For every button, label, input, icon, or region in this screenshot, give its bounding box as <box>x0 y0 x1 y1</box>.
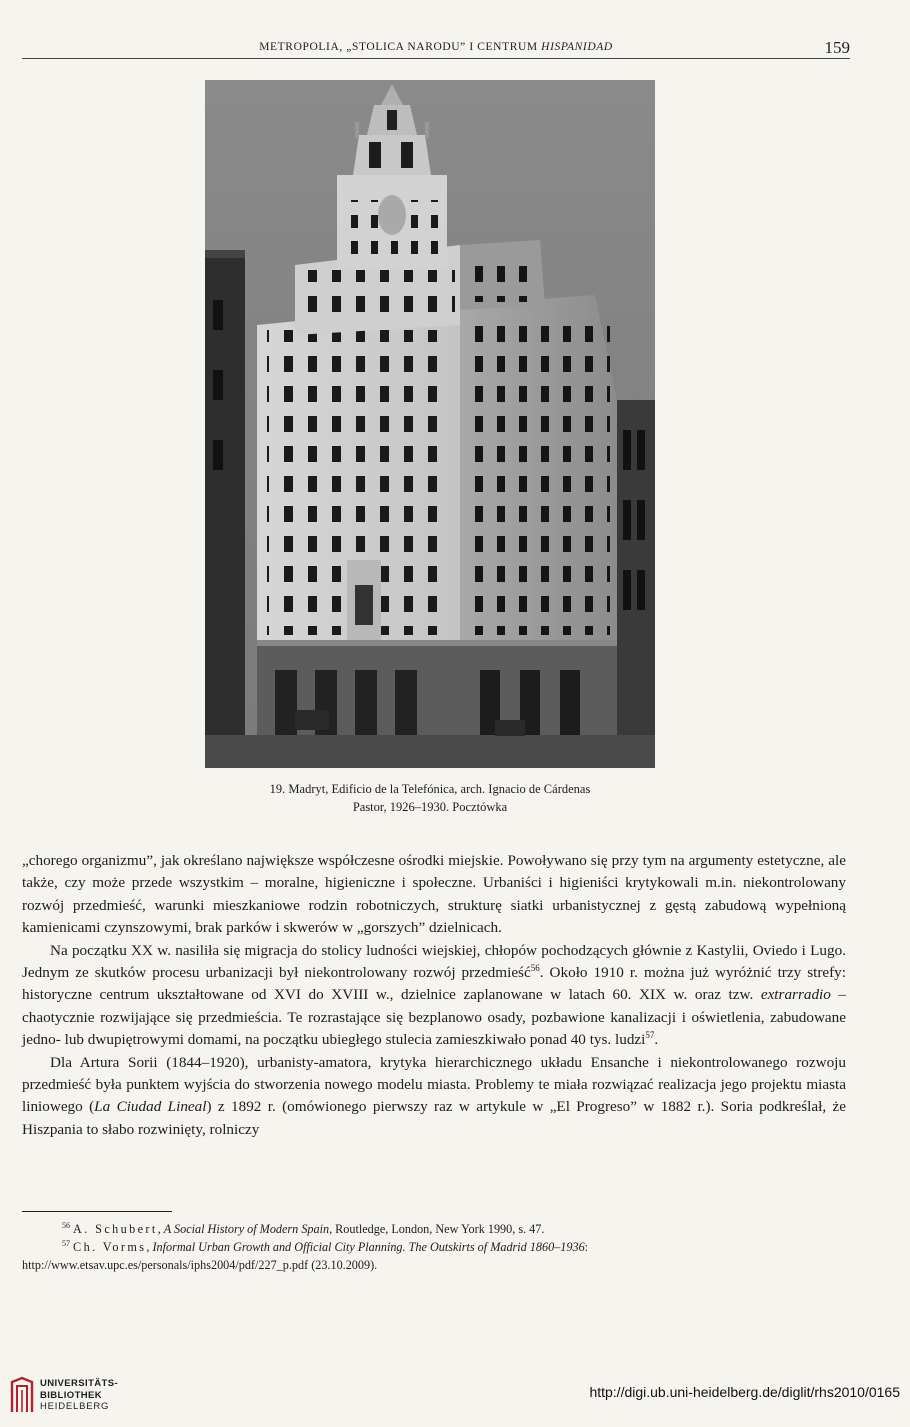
footnote-57-title: Informal Urban Growth and Official City Planning. The Outskirts of Madrid 1860–1936 <box>152 1240 585 1254</box>
library-name <box>40 1378 118 1413</box>
footnote-56-rest: , Routledge, London, New York 1990, s. 47. <box>329 1222 545 1236</box>
paragraph-2 <box>22 940 846 1052</box>
source-url-link[interactable]: http://digi.ub.uni-heidelberg.de/diglit/rhs2010/0165 <box>589 1384 900 1400</box>
footnote-57 <box>22 1238 846 1274</box>
running-title-italic: HISPANIDAD <box>541 41 613 53</box>
running-title-main: METROPOLIA, „STOLICA NARODU” I CENTRUM <box>259 41 542 53</box>
library-line-1: UNIVERSITÄTS- <box>40 1378 119 1389</box>
figure-caption <box>205 780 655 816</box>
p3-text-a: Dla Artura Sorii (1844–1920), urbanisty-amatora, krytyka hierarchicznego układu Ensanche i niekontrolowanego rozwoju przedmieść była punktem wyjścia do stworzenia nowego modelu miasta. Problemy te miała rozwiązać realizacja jego projektu miasta liniowego ( <box>22 1053 846 1116</box>
p2-text-d: . <box>654 1031 659 1049</box>
paragraph-1: „chorego organizmu”, jak określano największe współczesne ośrodki miejskie. Powoływano się przy tym na argumenty estetyczne, ale także, czy może przede wszystkim – moralne, higieniczne i społeczne. Urbaniści i higieniści krytykowali m.in. niekontrolowany rozwój przedmieść, warunki mieszkaniowe rodzin robotniczych, strukturę siatki urbanistycznej z gęstą zabudową wypełnioną kamienicami czynszowymi, brak parków i skwerów w „gorszych” dzielnicach. <box>22 852 846 937</box>
p2-text-a: Na początku XX w. nasiliła się migracja do stolicy ludności wiejskiej, chłopów pochodzących głównie z Kastylii, Oviedo i Lugo. Jednym ze skutków procesu urbanizacji był niekontrolowany rozwój przedmieść <box>22 941 846 982</box>
footnote-57-author: Ch. Vorms <box>73 1240 147 1254</box>
running-title <box>22 41 850 53</box>
footnote-ref-56[interactable]: 56 <box>530 962 540 973</box>
footnote-56-title: A Social History of Modern Spain <box>163 1222 330 1236</box>
footnote-56-number: 56 <box>62 1220 70 1230</box>
figure-photo <box>205 80 655 768</box>
running-head <box>22 38 850 59</box>
p2-text-c: – chaotycznie rozwijające się przedmieścia. Te rozrastające się bezplanowo osady, pozbawione kanalizacji i oświetlenia, zabudowane jedno- lub dwupiętrowymi domami, na początku ubiegłego stulecia zamieszkiwało ponad 40 tys. ludzi <box>22 986 846 1049</box>
body-text <box>22 850 846 1141</box>
page-number: 159 <box>824 38 850 57</box>
paragraph-3 <box>22 1052 846 1142</box>
p3-italic-title: La Ciudad Lineal <box>94 1098 207 1116</box>
p3-text-b: ) z 1892 r. (omówionego pierwszy raz w artykule w „El Progreso” w 1882 r.). Soria podkreślał, że Hiszpania to słabo rozwinięty, rolniczy <box>22 1098 846 1138</box>
caption-line-1: 19. Madryt, Edificio de la Telefónica, arch. Ignacio de Cárdenas <box>269 782 591 796</box>
footnote-56-author: A. Schubert <box>73 1222 158 1236</box>
footnote-56 <box>22 1220 846 1238</box>
footer <box>0 1370 910 1427</box>
footnotes <box>22 1220 846 1274</box>
university-library-logo-icon <box>10 1376 34 1414</box>
footnote-separator <box>22 1211 172 1212</box>
telefonica-building-photo <box>205 80 655 768</box>
caption-line-2: Pastor, 1926–1930. Pocztówka <box>352 800 508 814</box>
footnote-56-sep: , <box>157 1222 164 1236</box>
footnote-ref-57[interactable]: 57 <box>645 1030 655 1041</box>
library-line-3: HEIDELBERG <box>40 1401 110 1412</box>
footnote-57-rest[interactable]: : http://www.etsav.upc.es/personals/iphs2004/pdf/227_p.pdf (23.10.2009). <box>22 1240 589 1272</box>
footnote-57-sep: , <box>146 1240 153 1254</box>
p2-italic-term: extrarradio <box>760 986 831 1004</box>
p2-text-b: . Około 1910 r. można już wyróżnić trzy strefy: historyczne centrum ukształtowane od XVI do XVIII w., dzielnice zaplanowane w latach 60. XIX w. oraz tzw. <box>22 964 846 1004</box>
footnote-57-number: 57 <box>62 1238 70 1248</box>
library-line-2: BIBLIOTHEK <box>40 1389 103 1401</box>
